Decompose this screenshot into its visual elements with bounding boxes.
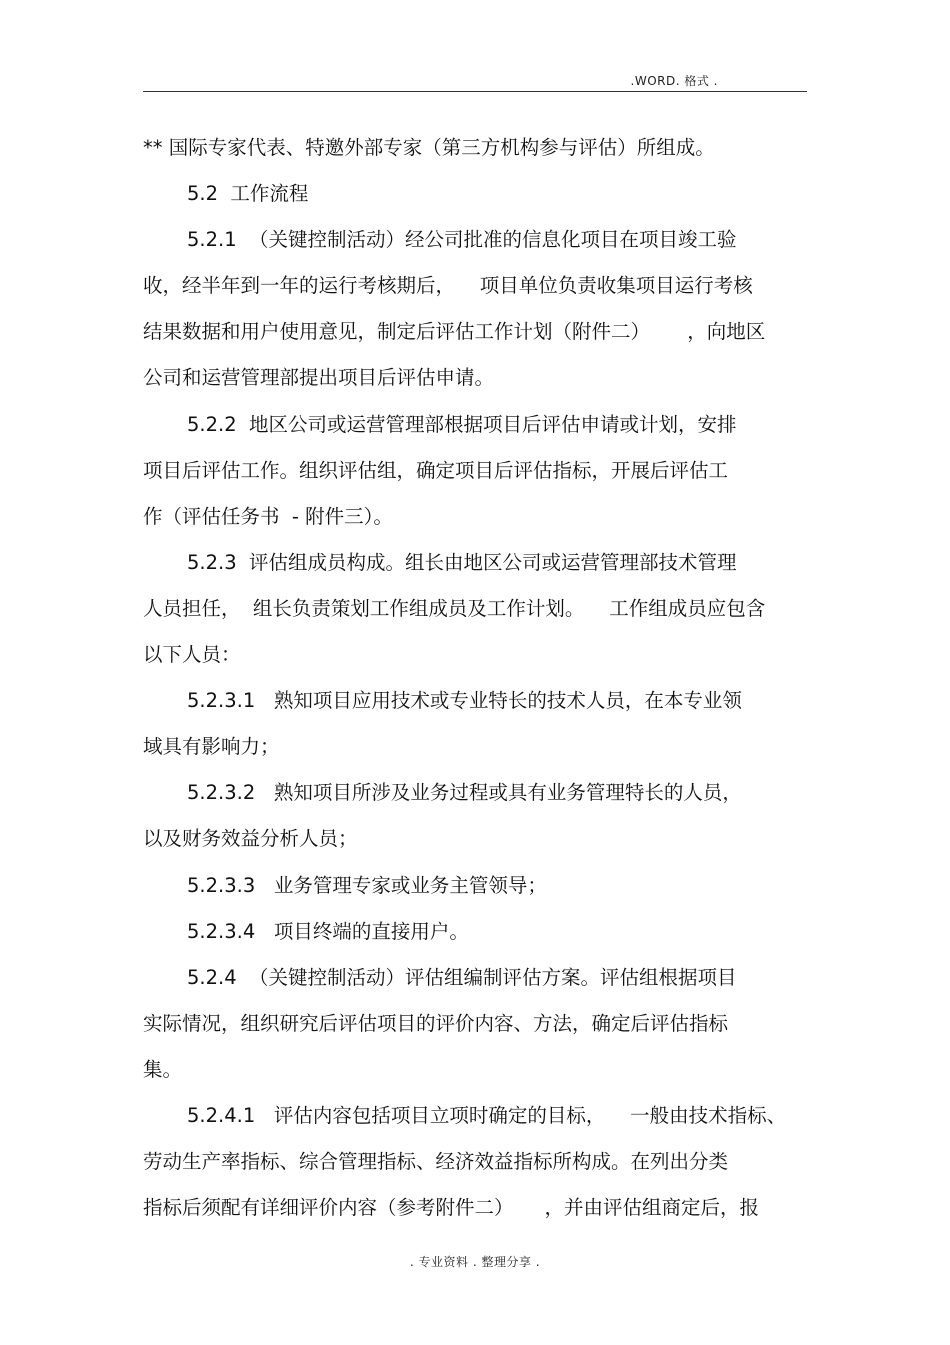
body-line-1: ** 国际专家代表、特邀外部专家（第三方机构参与评估）所组成。 [143,136,715,159]
body-line-19: 5.2.4 （关键控制活动）评估组编制评估方案。评估组根据项目 [187,965,737,989]
body-line-22: 5.2.4.1 评估内容包括项目立项时确定的目标， 一般由技术指标、 [187,1103,787,1127]
body-line-24: 指标后须配有详细评价内容（参考附件二） ，并由评估组商定后，报 [143,1196,759,1220]
body-line-9: 作（评估任务书 - 附件三）。 [143,504,393,528]
body-line-15: 5.2.3.2 熟知项目所涉及业务过程或具有业务管理特长的人员， [187,781,742,805]
body-line-5: 结果数据和用户使用意见，制定后评估工作计划（附件二） ，向地区 [143,320,766,344]
page-footer: . 专业资料 . 整理分享 . [409,1255,541,1269]
body-line-3: 5.2.1 （关键控制活动）经公司批准的信息化项目在项目竣工验 [187,228,737,252]
body-line-6: 公司和运营管理部提出项目后评估申请。 [143,366,495,390]
body-line-13: 5.2.3.1 熟知项目应用技术或专业特长的技术人员，在本专业领 [187,689,742,713]
body-line-16: 以及财务效益分析人员； [143,827,358,851]
section-heading-5-2: 5.2 工作流程 [187,182,309,206]
body-line-21: 集。 [143,1057,183,1081]
body-line-8: 项目后评估工作。组织评估组，确定项目后评估指标，开展后评估工 [143,458,729,482]
body-line-10: 5.2.3 评估组成员构成。组长由地区公司或运营管理部技术管理 [187,550,737,574]
document-body [143,131,811,1237]
body-line-18: 5.2.3.4 项目终端的直接用户。 [187,919,469,943]
body-line-20: 实际情况，组织研究后评估项目的评价内容、方法，确定后评估指标 [143,1011,729,1035]
body-line-17: 5.2.3.3 业务管理专家或业务主管领导； [187,873,547,897]
body-line-14: 域具有影响力； [143,735,280,759]
page-header: .WORD. 格式 . [630,74,718,88]
body-line-4: 收，经半年到一年的运行考核期后， 项目单位负责收集项目运行考核 [143,274,753,298]
body-line-7: 5.2.2 地区公司或运营管理部根据项目后评估申请或计划，安排 [187,412,737,436]
body-line-11: 人员担任， 组长负责策划工作组成员及工作计划。 工作组成员应包含 [143,596,766,620]
header-divider [143,91,807,92]
body-line-23: 劳动生产率指标、综合管理指标、经济效益指标所构成。在列出分类 [143,1150,729,1174]
body-line-12: 以下人员： [143,643,241,667]
